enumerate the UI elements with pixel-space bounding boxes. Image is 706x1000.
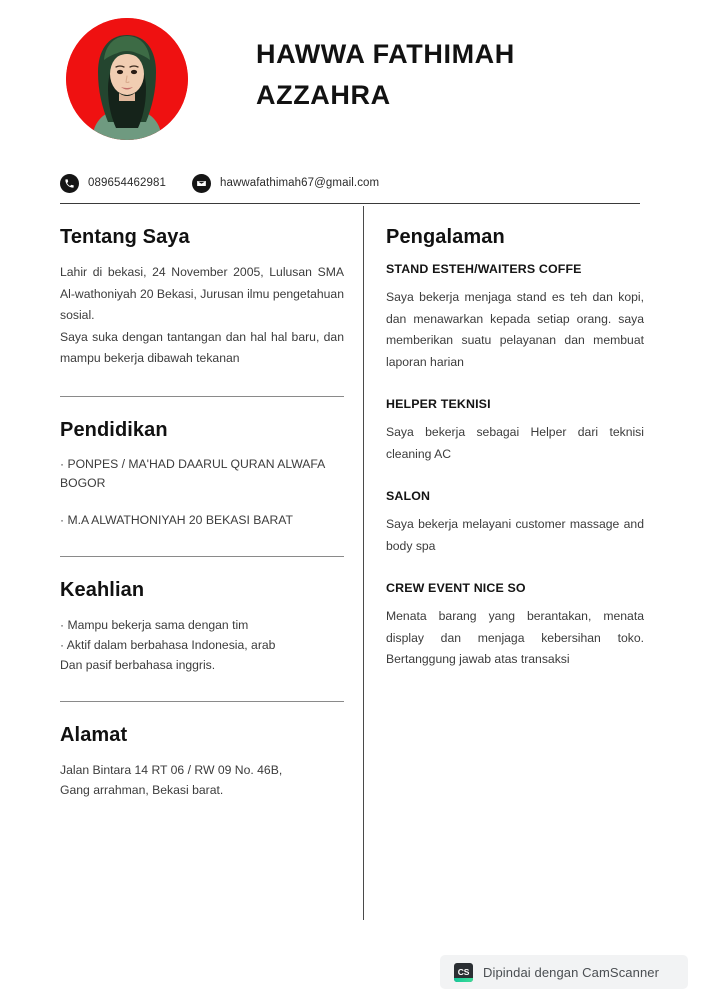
experience-entry [386,262,644,373]
address-line-2: Gang arrahman, Bekasi barat. [60,782,224,797]
job-description: Menata barang yang berantakan, menata display dan menjaga kebersihan toko. Bertanggung jawab atas transaksi [386,609,644,666]
column-divider [363,206,364,920]
job-description: Saya bekerja melayani customer massage and body spa [386,517,644,553]
name-line-2: AZZAHRA [256,80,391,110]
email-address: hawwafathimah67@gmail.com [219,177,380,189]
portrait-illustration [88,27,166,140]
experience-entry [386,581,644,671]
divider-after-education [60,556,344,557]
address-heading: Alamat [60,723,128,746]
experience-heading: Pengalaman [386,226,505,248]
about-heading: Tentang Saya [60,226,190,248]
contact-phone[interactable] [60,174,166,193]
about-paragraph-2: Saya suka dengan tantangan dan hal hal baru, dan mampu bekerja dibawah tekanan [60,329,344,365]
envelope-icon [192,174,211,193]
job-description: Saya bekerja sebagai Helper dari teknisi cleaning AC [386,425,644,461]
job-title: CREW EVENT NICE SO [386,581,526,595]
left-column [60,226,344,800]
job-title: HELPER TEKNISI [386,397,491,411]
section-about [60,226,344,370]
divider-after-about [60,396,344,397]
contact-email[interactable] [192,174,379,193]
phone-icon [60,174,79,193]
camscanner-icon [454,963,473,982]
contact-bar [60,170,405,196]
education-item: · PONPES / MA'HAD DAARUL QURAN ALWAFA BOGOR [60,456,325,490]
page-title [256,34,676,116]
experience-entry [386,397,644,465]
section-address [60,724,344,800]
education-heading: Pendidikan [60,418,168,441]
camscanner-badge-text: CS [457,966,470,977]
profile-photo [66,18,188,140]
header-divider [60,203,640,204]
skill-line: · Mampu bekerja sama dengan tim [60,617,249,632]
divider-after-skills [60,701,344,702]
camscanner-watermark [440,955,688,989]
job-description: Saya bekerja menjaga stand es teh dan kopi, dan menawarkan kepada setiap orang. saya memberikan suatu pelayanan dan membuat laporan harian [386,290,644,369]
skills-heading: Keahlian [60,578,145,601]
right-column [386,226,644,671]
section-skills [60,579,344,675]
job-title: STAND ESTEH/WAITERS COFFE [386,262,582,276]
skill-line: Dan pasif berbahasa inggris. [60,657,216,672]
camscanner-label: Dipindai dengan CamScanner [483,964,660,980]
skill-line: · Aktif dalam berbahasa Indonesia, arab [60,637,276,652]
cv-header [0,0,706,155]
address-line-1: Jalan Bintara 14 RT 06 / RW 09 No. 46B, [60,762,283,777]
job-title: SALON [386,489,431,503]
about-paragraph-1: Lahir di bekasi, 24 November 2005, Lulusan SMA Al-wathoniyah 20 Bekasi, Jurusan ilmu pengetahuan sosial. [60,265,344,322]
phone-number: 089654462981 [88,177,166,189]
section-education [60,419,344,530]
education-item: · M.A ALWATHONIYAH 20 BEKASI BARAT [60,512,293,527]
experience-entry [386,489,644,557]
name-line-1: HAWWA FATHIMAH [256,39,515,69]
